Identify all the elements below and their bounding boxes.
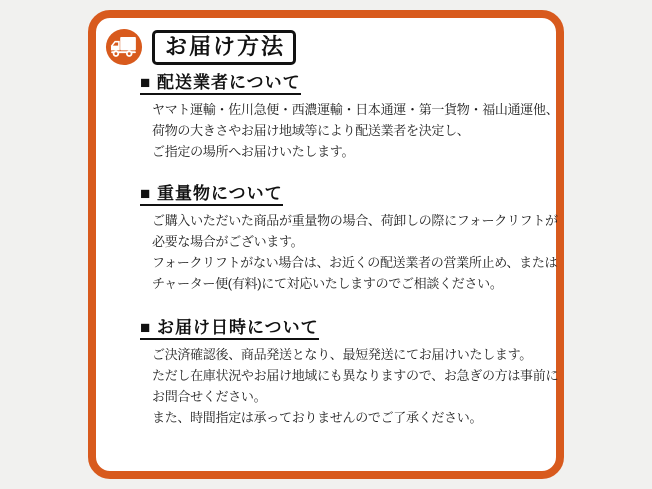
delivery-info-panel [88, 10, 564, 479]
body-line: チャーター便(有料)にて対応いたしますのでご相談ください。 [152, 276, 503, 291]
section-body [152, 210, 558, 294]
body-line: 荷物の大きさやお届け地域等により配送業者を決定し、 [152, 123, 470, 138]
panel-header [105, 28, 556, 66]
body-line: ご指定の場所へお届けいたします。 [152, 144, 355, 159]
body-line: お問合せください。 [152, 389, 267, 404]
body-line: 必要な場合がございます。 [152, 234, 304, 249]
body-line: フォークリフトがない場合は、お近くの配送業者の営業所止め、または [152, 255, 558, 270]
truck-icon [105, 28, 143, 66]
body-line: また、時間指定は承っておりませんのでご了承ください。 [152, 410, 483, 425]
body-line: ご決済確認後、商品発送となり、最短発送にてお届けいたします。 [152, 347, 532, 362]
section-delivery-schedule [140, 316, 559, 428]
body-line: ただし在庫状況やお届け地域にも異なりますので、お急ぎの方は事前に [152, 368, 559, 383]
section-heading-text: ■ お届け日時について [140, 318, 319, 340]
section-heading-text: ■ 配送業者について [140, 73, 301, 95]
section-heading [140, 182, 546, 206]
section-body [152, 344, 559, 428]
section-heavy-items [140, 182, 558, 294]
section-carriers [140, 71, 559, 162]
page-title: お届け方法 [152, 30, 296, 65]
panel-content [140, 71, 559, 428]
section-heading-text: ■ 重量物について [140, 184, 283, 206]
section-body [152, 99, 559, 162]
body-line: ヤマト運輸・佐川急便・西濃運輸・日本通運・第一貨物・福山通運他、 [152, 102, 559, 117]
section-heading [140, 316, 546, 340]
section-heading [140, 71, 546, 95]
body-line: ご購入いただいた商品が重量物の場合、荷卸しの際にフォークリフトが [152, 213, 558, 228]
